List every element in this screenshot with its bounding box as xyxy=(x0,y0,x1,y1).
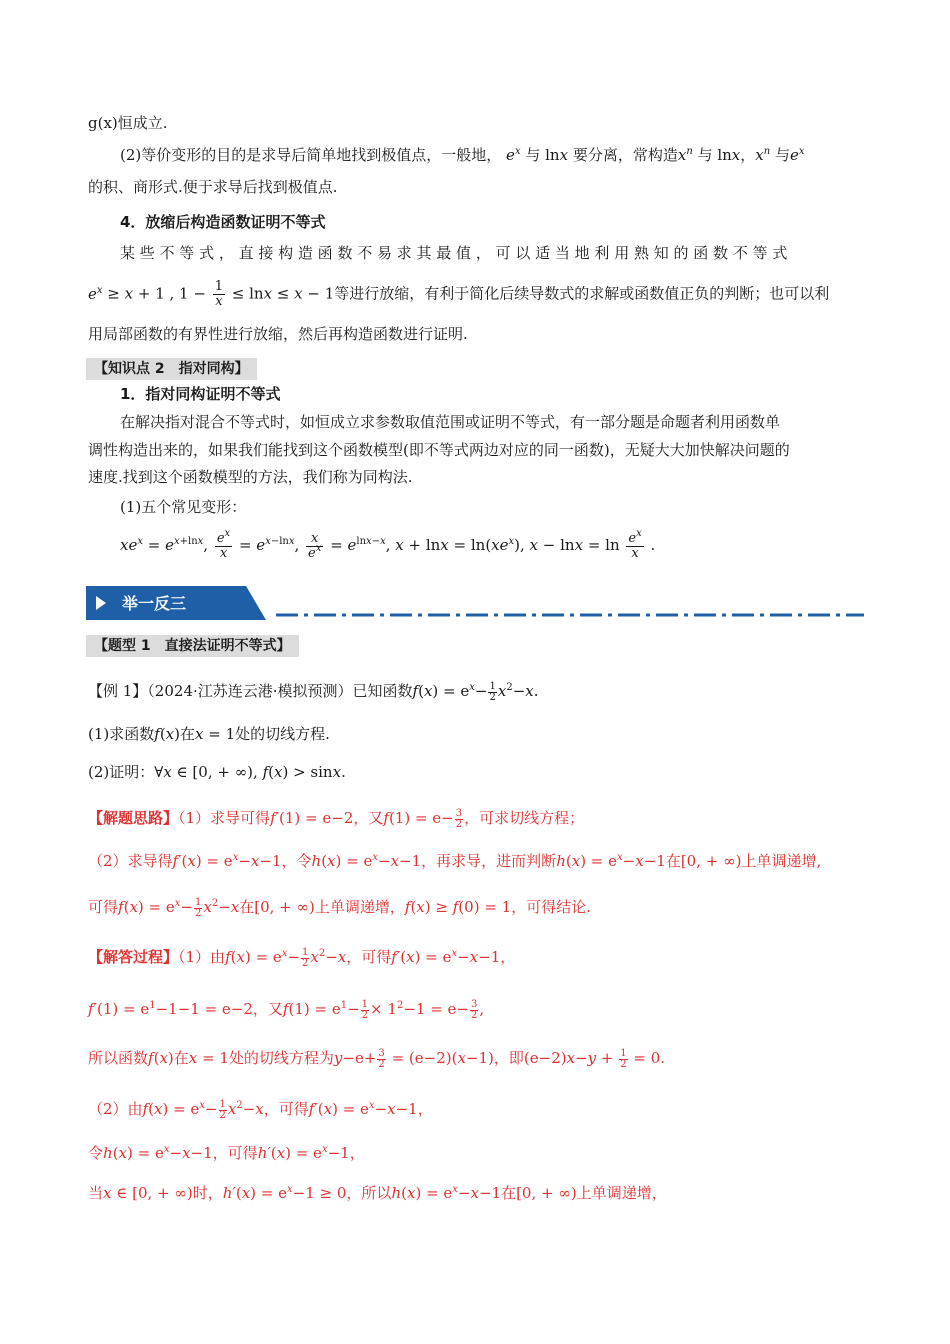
answer-line: 可得$f(x) = e^x-$ $\frac{1}{2}$ $x^2-x$在[0, + ∞)上单调递增，f(x) ≥ f(0) = 1，可得结论. xyxy=(88,896,591,919)
text-line: (2)等价变形的目的是求导后简单地找到极值点，一般地， $e^x$ 与 lnx 要分离，常构造$x^n$ 与 lnx，$x^n$ 与$e^x$ xyxy=(120,146,805,164)
section-banner xyxy=(86,586,266,620)
example-line: (1)求函数f(x)在x = 1处的切线方程. xyxy=(88,725,330,743)
text-line: $e^x \ge x + 1$ , 1 − $\frac{1}{x}$ ≤ lnx ≤ x − 1等进行放缩，有利于简化后续导数式的求解或函数值正负的判断；也可以利 xyxy=(88,279,830,309)
text-line: 速度.找到这个函数模型的方法，我们称为同构法. xyxy=(88,468,413,486)
answer-line: 当x ∈ [0, + ∞)时，$h'(x) = e^x-1 \ge 0$，所以$h(x) = e^x-x-1$在[0, + ∞)上单调递增， xyxy=(88,1184,667,1202)
example-line: (2)证明：∀x ∈ [0, + ∞), f(x) > sinx. xyxy=(88,763,346,781)
banner-label: 举一反三 xyxy=(122,594,187,613)
section-heading: 4．放缩后构造函数证明不等式 xyxy=(120,213,326,231)
answer-line: 令$h(x) = e^x-x-1$，可得$h'(x) = e^x-1$， xyxy=(88,1144,365,1162)
dash-divider xyxy=(276,613,864,617)
answer-line: $f'(1) = e^1-1-1 = e-2$，又$f(1) = e^1-$ $\frac{1}{2}$ × $1^2-1 = e-$ $\frac{3}{2}$ , xyxy=(88,998,485,1021)
answer-line: 所以函数f(x)在x = 1处的切线方程为y−e+ $\frac{3}{2}$ = (e−2)(x−1)，即(e−2)x−y + $\frac{1}{2}$ = 0. xyxy=(88,1047,666,1070)
answer-line: 【解答过程】（1）由$f(x) = e^x-$ $\frac{1}{2}$ $x^2-x$，可得$f'(x) = e^x-x-1$， xyxy=(88,946,516,969)
answer-line: （2）由$f(x) = e^x-$ $\frac{1}{2}$ $x^2-x$，可得$f'(x) = e^x-x-1$， xyxy=(88,1098,433,1121)
text-line: 用局部函数的有界性进行放缩，然后再构造函数进行证明. xyxy=(88,325,468,343)
example-line: 【例 1】（2024·江苏连云港·模拟预测）已知函数$f(x) = e^x-$ $\frac{1}{2}$ $x^2-x$. xyxy=(88,680,539,703)
text-line: g(x)恒成立. xyxy=(88,114,168,132)
answer-line: 【解题思路】（1）求导可得f′(1) = e−2，又f(1) = e− $\frac{3}{2}$ ，可求切线方程； xyxy=(88,807,585,830)
text-line: 的积、商形式.便于求导后找到极值点. xyxy=(88,178,338,196)
text-line: (1)五个常见变形： xyxy=(120,498,247,516)
text-line: 在解决指对混合不等式时，如恒成立求参数取值范围或证明不等式，有一部分题是命题者利用函数单 xyxy=(120,413,781,431)
formula-line: $xe^x = e^{x+lnx}$, $\frac{e^x}{x}$ = $e^{x-lnx}$, $\frac{x}{e^x}$ = $e^{lnx-x}$, $x + \ln x = \ln(xe^x)$, x − lnx = ln $\frac{e^x}{x}$ . xyxy=(120,527,656,561)
problem-type-tag: 【题型 1 直接法证明不等式】 xyxy=(86,635,299,657)
section-heading: 1．指对同构证明不等式 xyxy=(120,385,281,403)
answer-line: （2）求导得$f'(x) = e^x-x-1$，令$h(x) = e^x-x-1$，再求导，进而判断$h(x) = e^x-x-1$在[0, + ∞)上单调递增, xyxy=(88,852,822,870)
knowledge-point-tag: 【知识点 2 指对同构】 xyxy=(86,358,257,380)
text-line: 某 些 不 等 式 ， 直 接 构 造 函 数 不 易 求 其 最 值 ， 可 以 适 当 地 利 用 熟 知 的 函 数 不 等 式 xyxy=(120,244,788,262)
text-line: 调性构造出来的，如果我们能找到这个函数模型(即不等式两边对应的同一函数)，无疑大大加快解决问题的 xyxy=(88,441,790,459)
